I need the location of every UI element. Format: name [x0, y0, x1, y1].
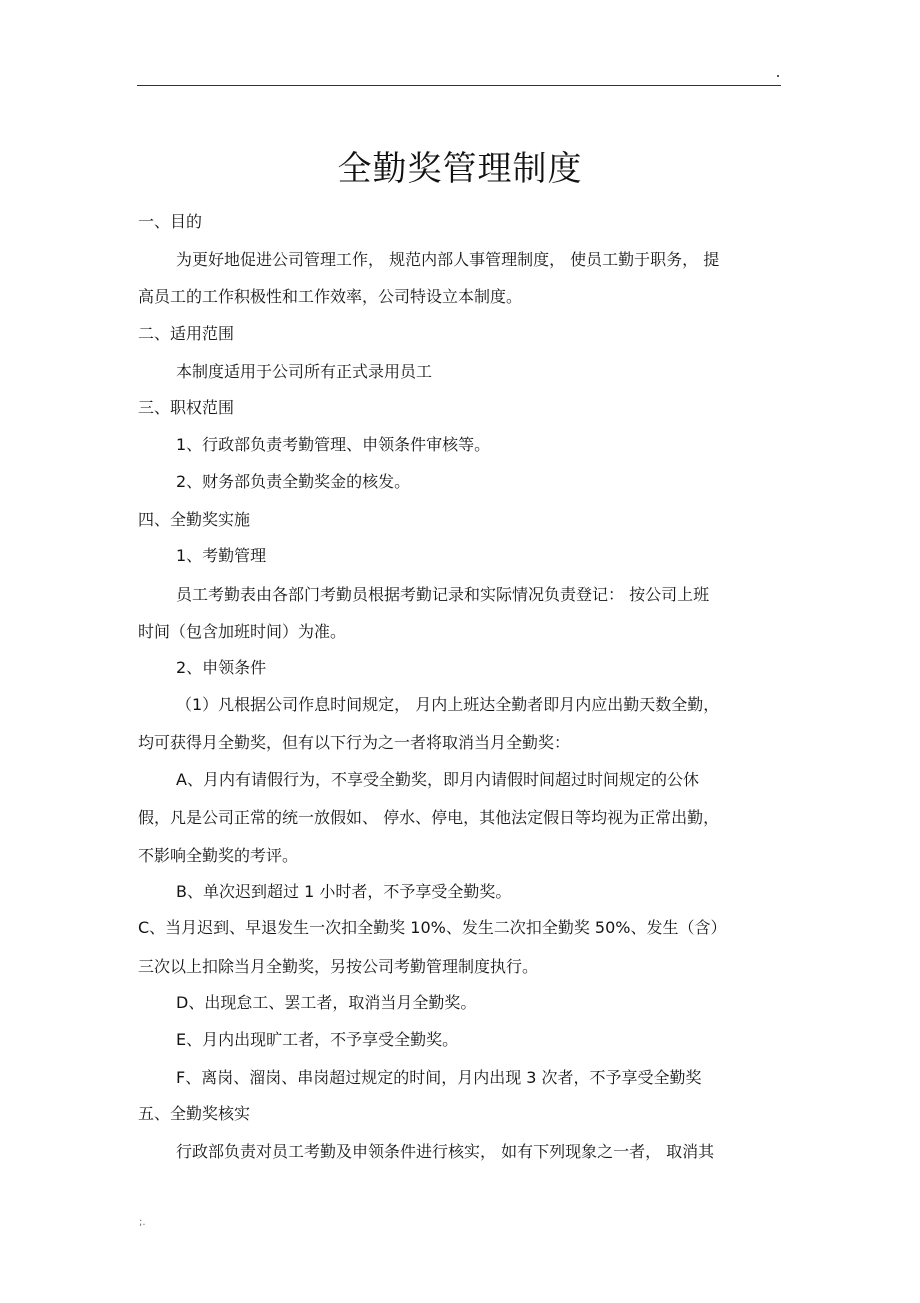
rule-a-line: A、月内有请假行为，不享受全勤奖，即月内请假时间超过时间规定的公休: [176, 770, 699, 789]
section-3-item: 2、财务部负责全勤奖金的核发。: [176, 472, 411, 491]
rule-a-line: 假，凡是公司正常的统一放假如、 停水、停电，其他法定假日等均视为正常出勤，: [138, 808, 720, 827]
section-4-heading: 四、全勤奖实施: [138, 510, 251, 529]
section-5-paragraph-line: 行政部负责对员工考勤及申领条件进行核实， 如有下列现象之一者， 取消其: [176, 1142, 715, 1161]
document-title: 全勤奖管理制度: [337, 148, 583, 189]
rule-c-line: C、当月迟到、早退发生一次扣全勤奖 10%、发生二次扣全勤奖 50%、发生（含）: [138, 918, 727, 937]
section-2-paragraph: 本制度适用于公司所有正式录用员工: [176, 362, 433, 381]
rule-b: B、单次迟到超过 1 小时者，不予享受全勤奖。: [176, 882, 512, 901]
attendance-paragraph-line: 员工考勤表由各部门考勤员根据考勤记录和实际情况负责登记： 按公司上班: [176, 585, 710, 604]
header-rule: [137, 85, 781, 86]
rule-c-line: 三次以上扣除当月全勤奖，另按公司考勤管理制度执行。: [138, 957, 539, 976]
rule-e: E、月内出现旷工者，不予享受全勤奖。: [176, 1030, 459, 1049]
condition-paragraph-line: （1）凡根据公司作息时间规定， 月内上班达全勤者即月内应出勤天数全勤，: [176, 695, 720, 714]
footer-mark: ;.: [139, 1217, 146, 1228]
header-dot: [777, 75, 779, 77]
section-4-subheading: 1、考勤管理: [176, 546, 267, 565]
attendance-paragraph-line: 时间（包含加班时间）为准。: [138, 622, 347, 641]
section-5-heading: 五、全勤奖核实: [138, 1104, 251, 1123]
rule-a-line: 不影响全勤奖的考评。: [138, 846, 299, 865]
section-3-item: 1、行政部负责考勤管理、申领条件审核等。: [176, 435, 491, 454]
section-3-heading: 三、职权范围: [138, 398, 235, 417]
section-4-subheading: 2、申领条件: [176, 658, 267, 677]
condition-paragraph-line: 均可获得月全勤奖，但有以下行为之一者将取消当月全勤奖：: [138, 733, 571, 752]
section-1-paragraph-line: 高员工的工作积极性和工作效率，公司特设立本制度。: [138, 287, 523, 306]
rule-f: F、离岗、溜岗、串岗超过规定的时间，月内出现 3 次者，不予享受全勤奖: [176, 1068, 702, 1087]
section-1-paragraph-line: 为更好地促进公司管理工作， 规范内部人事管理制度， 使员工勤于职务， 提: [176, 250, 720, 269]
section-1-heading: 一、目的: [138, 212, 203, 231]
rule-d: D、出现怠工、罢工者，取消当月全勤奖。: [176, 993, 477, 1012]
section-2-heading: 二、适用范围: [138, 324, 235, 343]
